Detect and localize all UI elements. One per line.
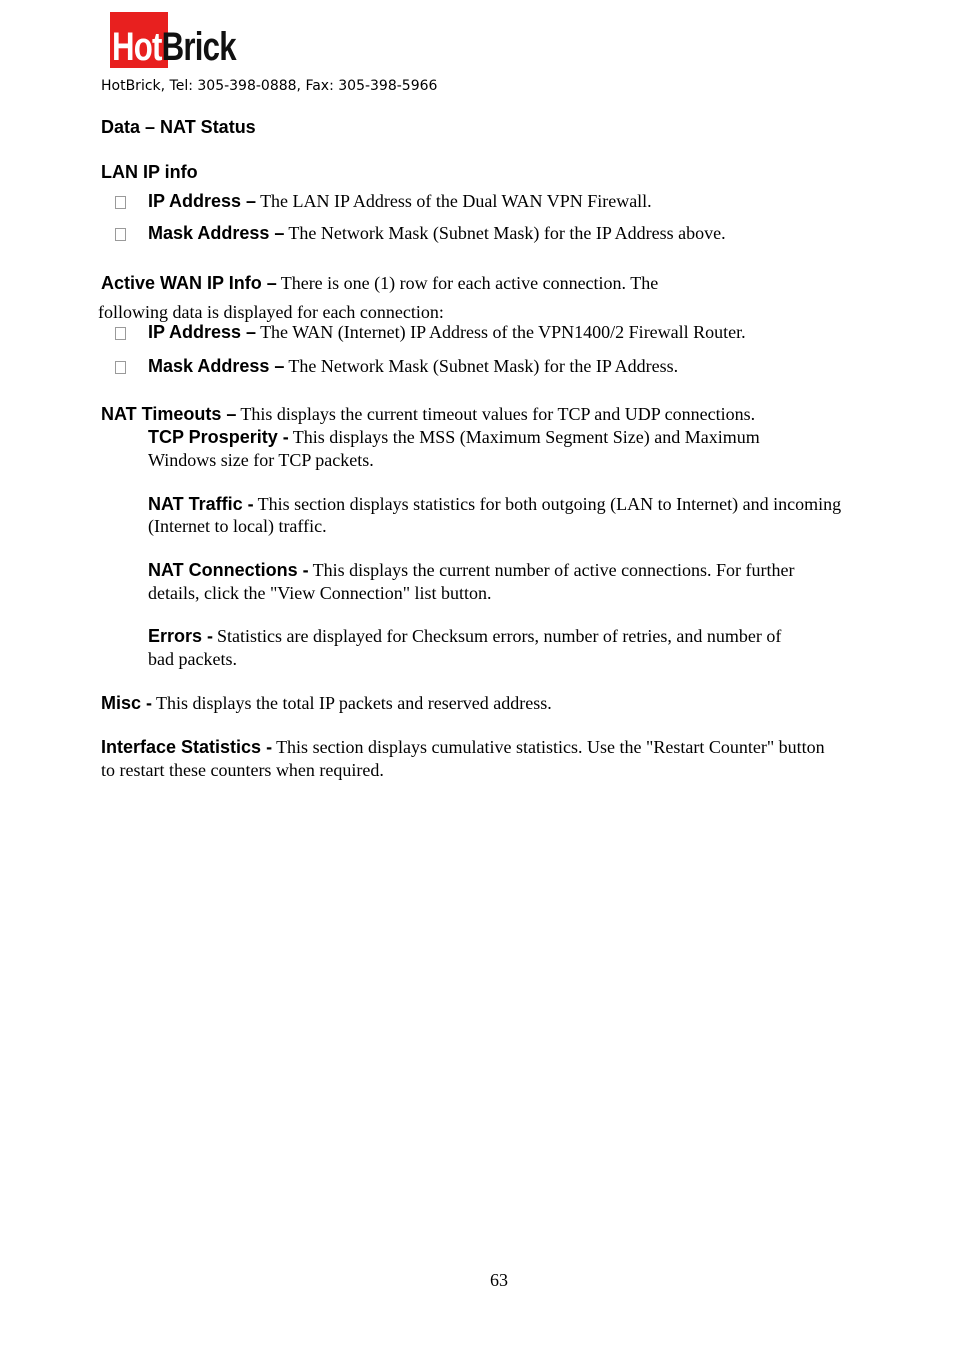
contact-info: HotBrick, Tel: 305-398-0888, Fax: 305-398-5966 <box>101 78 438 94</box>
tcp-prosperity-paragraph <box>148 426 760 450</box>
nat-traffic-paragraph <box>148 493 841 517</box>
nat-connections-paragraph <box>148 559 795 583</box>
logo-wordmark <box>112 26 236 68</box>
lan-heading: LAN IP info <box>101 162 198 182</box>
item-text: The LAN IP Address of the Dual WAN VPN Firewall. <box>260 191 652 211</box>
wan-label: Active WAN IP Info – <box>101 273 277 293</box>
item-text: The WAN (Internet) IP Address of the VPN1400/2 Firewall Router. <box>260 322 746 342</box>
interface-text-continued: to restart these counters when required. <box>101 760 384 780</box>
wan-text-continued: following data is displayed for each connection: <box>98 302 444 322</box>
lan-mask-address-item <box>148 222 726 246</box>
hotbrick-logo <box>110 12 256 68</box>
wan-ip-address-item <box>148 321 746 345</box>
nat-timeouts-paragraph <box>101 403 755 427</box>
item-label: Mask Address – <box>148 356 285 376</box>
bullet-icon <box>115 361 126 374</box>
misc-text: This displays the total IP packets and reserved address. <box>156 693 552 713</box>
tcp-label: TCP Prosperity - <box>148 427 289 447</box>
nat-timeouts-label: NAT Timeouts – <box>101 404 237 424</box>
errors-text: Statistics are displayed for Checksum errors, number of retries, and number of <box>217 626 782 646</box>
nat-timeouts-text: This displays the current timeout values for TCP and UDP connections. <box>240 404 756 424</box>
misc-label: Misc - <box>101 693 153 713</box>
errors-label: Errors - <box>148 626 214 646</box>
item-text: The Network Mask (Subnet Mask) for the IP Address above. <box>288 223 726 243</box>
nat-connections-text-continued: details, click the "View Connection" list button. <box>148 583 492 603</box>
page-title: Data – NAT Status <box>101 117 256 137</box>
misc-paragraph <box>101 692 552 716</box>
item-label: IP Address – <box>148 191 257 211</box>
page-number: 63 <box>490 1270 508 1290</box>
item-label: IP Address – <box>148 322 257 342</box>
tcp-text: This displays the MSS (Maximum Segment Size) and Maximum <box>292 427 760 447</box>
item-label: Mask Address – <box>148 223 285 243</box>
logo-hot-text: Hot <box>112 25 162 69</box>
item-text: The Network Mask (Subnet Mask) for the IP Address. <box>288 356 679 376</box>
errors-paragraph <box>148 625 781 649</box>
nat-traffic-text: This section displays statistics for both outgoing (LAN to Internet) and incoming <box>257 494 842 514</box>
wan-paragraph <box>101 272 658 296</box>
tcp-text-continued: Windows size for TCP packets. <box>148 450 374 470</box>
nat-connections-label: NAT Connections - <box>148 560 309 580</box>
wan-text: There is one (1) row for each active connection. The <box>280 273 659 293</box>
nat-traffic-label: NAT Traffic - <box>148 494 254 514</box>
interface-label: Interface Statistics - <box>101 737 273 757</box>
bullet-icon <box>115 327 126 340</box>
bullet-icon <box>115 196 126 209</box>
nat-connections-text: This displays the current number of active connections. For further <box>312 560 795 580</box>
interface-text: This section displays cumulative statistics. Use the "Restart Counter" button <box>276 737 825 757</box>
interface-statistics-paragraph <box>101 736 825 760</box>
bullet-icon <box>115 228 126 241</box>
errors-text-continued: bad packets. <box>148 649 237 669</box>
nat-traffic-text-continued: (Internet to local) traffic. <box>148 516 327 536</box>
lan-ip-address-item <box>148 190 652 214</box>
logo-brick-text: Brick <box>161 25 236 69</box>
wan-mask-address-item <box>148 355 678 379</box>
